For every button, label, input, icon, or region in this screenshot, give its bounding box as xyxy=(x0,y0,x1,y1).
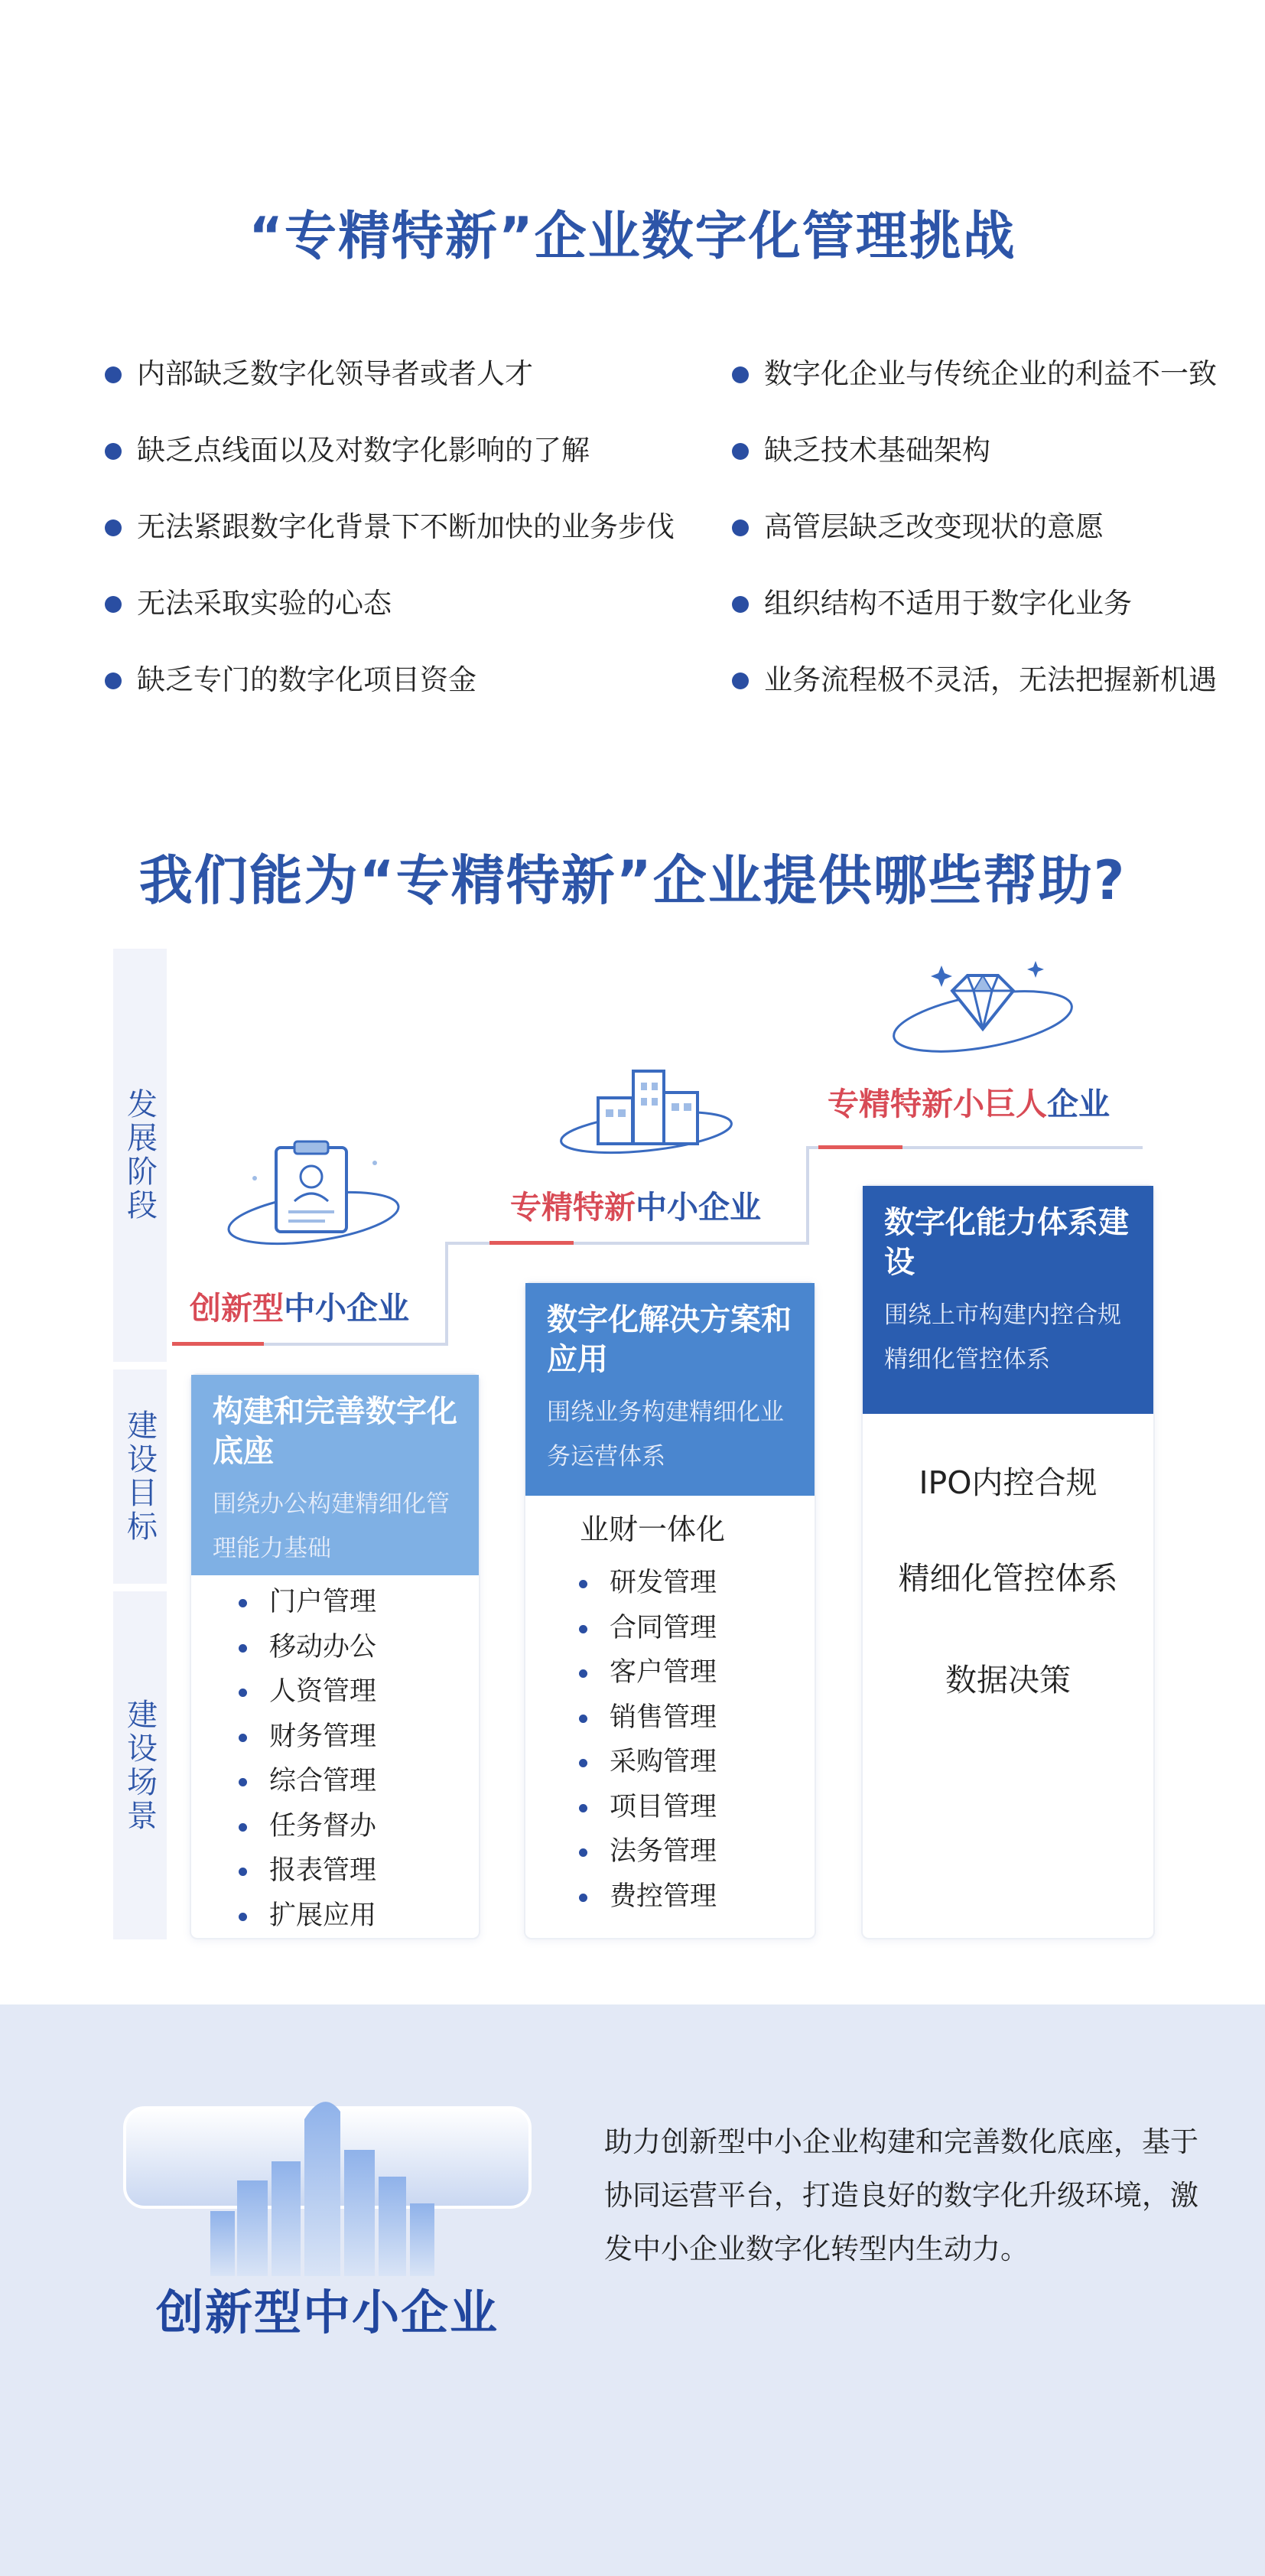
stage-title-1: 创新型中小企业 xyxy=(190,1290,409,1327)
column-heading: 数字化能力体系建设 xyxy=(884,1205,1129,1280)
list-item: 业务流程极不灵活，无法把握新机遇 xyxy=(730,654,1217,731)
list-item: 缺乏点线面以及对数字化影响的了解 xyxy=(103,425,675,501)
stage-title-3: 专精特新小巨人企业 xyxy=(828,1086,1110,1122)
column-desc: 围绕上市构建内控合规精细化管控体系 xyxy=(884,1301,1121,1373)
list-item: 综合管理 xyxy=(229,1759,376,1804)
list-item: 扩展应用 xyxy=(229,1894,376,1939)
list-item: 组织结构不适用于数字化业务 xyxy=(730,578,1217,654)
innovation-label: 创新型中小企业 xyxy=(156,2285,499,2340)
scene-list-2 xyxy=(570,1561,717,1919)
row-label-goal: 建设目标 xyxy=(113,1369,167,1584)
list-item: 客户管理 xyxy=(570,1650,717,1695)
list-item: 人资管理 xyxy=(229,1669,376,1715)
challenges-list-left xyxy=(103,348,675,731)
column-desc: 围绕业务构建精细化业务运营体系 xyxy=(547,1399,784,1470)
list-item: 移动办公 xyxy=(229,1625,376,1670)
list-item: 法务管理 xyxy=(570,1829,717,1874)
column-head-3 xyxy=(863,1186,1153,1414)
stage-riser-2 xyxy=(806,1148,809,1245)
list-item: 销售管理 xyxy=(570,1695,717,1741)
list-item: 财务管理 xyxy=(229,1715,376,1760)
list-item: 无法紧跟数字化背景下不断加快的业务步伐 xyxy=(103,501,675,578)
list-item: 无法采取实验的心态 xyxy=(103,578,675,654)
row-label-stage: 发展阶段 xyxy=(113,949,167,1362)
stage-riser-1 xyxy=(445,1243,448,1346)
stage-title-2: 专精特新中小企业 xyxy=(510,1189,761,1226)
stage-accent-1 xyxy=(172,1342,264,1346)
subheading-finance: 业财一体化 xyxy=(580,1513,726,1546)
list-item: 内部缺乏数字化领导者或者人才 xyxy=(103,348,675,425)
list-item: 采购管理 xyxy=(570,1740,717,1785)
help-title: 我们能为“专精特新”企业提供哪些帮助? xyxy=(138,849,1127,912)
clipboard-icon xyxy=(218,1132,409,1255)
column-head-2 xyxy=(525,1283,815,1496)
innovation-description: 助力创新型中小企业构建和完善数化底座，基于协同运营平台，打造良好的数字化升级环境，激发中小企业数字化转型内生动力。 xyxy=(604,2125,1198,2265)
list-item: 数字化企业与传统企业的利益不一致 xyxy=(730,348,1217,425)
challenges-list-right xyxy=(730,348,1217,731)
row-label-scene: 建设场景 xyxy=(113,1591,167,1939)
column-heading: 数字化解决方案和应用 xyxy=(547,1302,792,1377)
challenges-title: “专精特新”企业数字化管理挑战 xyxy=(249,207,1016,267)
list-item: 缺乏专门的数字化项目资金 xyxy=(103,654,675,731)
list-item: 费控管理 xyxy=(570,1874,717,1920)
column-desc: 围绕办公构建精细化管理能力基础 xyxy=(213,1490,450,1562)
list-item: 任务督办 xyxy=(229,1804,376,1849)
stage-accent-3 xyxy=(818,1145,902,1149)
goal-item: 精细化管控体系 xyxy=(898,1560,1118,1597)
list-item: 项目管理 xyxy=(570,1785,717,1830)
city-skyline-icon xyxy=(119,2089,535,2280)
list-item: 门户管理 xyxy=(229,1580,376,1625)
list-item: 缺乏技术基础架构 xyxy=(730,425,1217,501)
diamond-icon xyxy=(883,956,1082,1063)
buildings-icon xyxy=(551,1056,742,1163)
stage-accent-2 xyxy=(489,1241,574,1245)
list-item: 合同管理 xyxy=(570,1606,717,1651)
list-item: 研发管理 xyxy=(570,1561,717,1606)
column-heading: 构建和完善数字化底座 xyxy=(213,1394,457,1469)
list-item: 报表管理 xyxy=(229,1848,376,1894)
goal-item: 数据决策 xyxy=(945,1662,1071,1698)
scene-list-1 xyxy=(229,1580,376,1938)
list-item: 高管层缺乏改变现状的意愿 xyxy=(730,501,1217,578)
column-head-1 xyxy=(191,1375,479,1575)
goal-item: IPO内控合规 xyxy=(919,1464,1098,1501)
